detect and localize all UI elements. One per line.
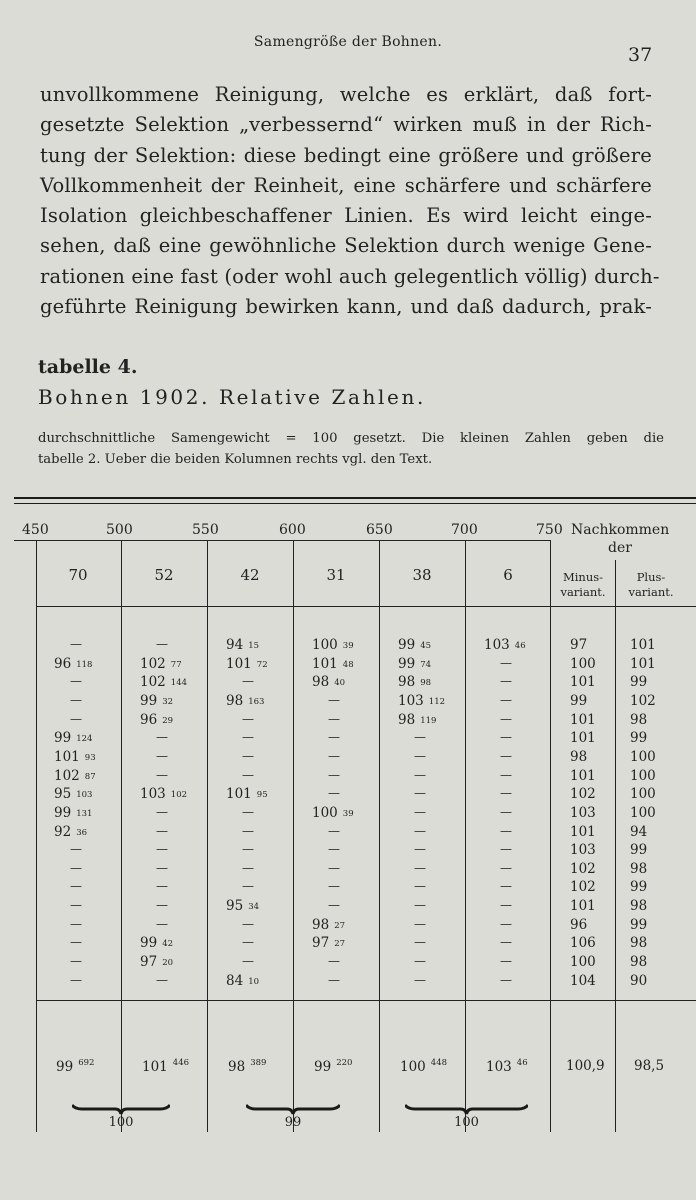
minus-variant-value: 101 — [570, 823, 596, 840]
cell-count: 10 — [248, 976, 260, 987]
plus-variant-value: 99 — [630, 916, 648, 933]
table-cell-dash: — — [70, 860, 82, 875]
table-caption — [38, 428, 664, 470]
table-cell-dash: — — [500, 935, 512, 950]
cell-count: 124 — [76, 734, 93, 745]
scale-number: 700 — [451, 522, 478, 538]
cell-value: 102 — [140, 674, 166, 691]
table-cell — [54, 786, 92, 802]
table-cell-dash: — — [156, 730, 168, 745]
table-cell-dash: — — [156, 898, 168, 913]
table-cell-dash: — — [156, 860, 168, 875]
table-cell-dash: — — [500, 860, 512, 875]
table-title: Bohnen 1902. Relative Zahlen. — [38, 385, 426, 409]
plus-variant-value: 90 — [630, 972, 648, 989]
plus-variant-value: 99 — [630, 879, 648, 896]
table-cell-dash: — — [414, 748, 426, 763]
cell-count: 118 — [76, 659, 93, 670]
table-cell-dash: — — [70, 879, 82, 894]
table-cell-dash: — — [500, 711, 512, 726]
header-bottom-rule — [36, 606, 696, 607]
column-head: 52 — [154, 566, 174, 584]
plus-variant-value: 98 — [630, 954, 648, 971]
cell-value: 102 — [140, 655, 166, 672]
cell-value: 99 — [140, 935, 158, 952]
column-rule — [293, 540, 294, 1132]
cell-value: 97 — [140, 954, 158, 971]
plus-variant-value: 98 — [630, 711, 648, 728]
table-cell-dash: — — [328, 692, 340, 707]
body-line: rationen eine fast (oder wohl auch gelegentlich völlig) durch- — [40, 264, 660, 288]
cell-value: 94 — [226, 637, 244, 653]
table-cell-dash: — — [70, 711, 82, 726]
table-cell — [54, 768, 96, 784]
table-cell — [226, 693, 264, 709]
total-value: 99 — [314, 1059, 332, 1075]
body-line: unvollkommene Reinigung, welche es erklärt, daß fort- — [40, 83, 652, 106]
table-cell-dash: — — [328, 711, 340, 726]
total-cell — [486, 1058, 528, 1075]
column-rule — [207, 540, 208, 1132]
table-cell — [140, 674, 187, 690]
cell-count: 112 — [428, 696, 446, 707]
table-cell-dash: — — [242, 842, 254, 857]
body-line: geführte Reinigung bewirken kann, und daß dadurch, prak- — [40, 295, 652, 319]
total-value: 101 — [142, 1059, 168, 1075]
table-cell-dash: — — [156, 879, 168, 894]
body-line: tung der Selektion: diese bedingt eine größere und größere — [40, 143, 652, 167]
column-head: 6 — [503, 566, 513, 584]
scale-number: 500 — [106, 522, 133, 538]
table-cell — [140, 935, 173, 951]
table-cell-dash: — — [70, 692, 82, 707]
running-header: Samengröße der Bohnen. — [253, 34, 443, 50]
cell-value: 100 — [312, 637, 338, 653]
plus-variant-value: 100 — [630, 804, 656, 821]
total-value: 103 — [486, 1059, 512, 1075]
table-cell — [484, 637, 526, 653]
table-cell-dash: — — [414, 898, 426, 913]
cell-count: 93 — [84, 752, 96, 763]
total-plus-variant: 98,5 — [634, 1058, 665, 1074]
table-cell-dash: — — [500, 972, 512, 987]
table-cell — [54, 824, 87, 840]
cell-value: 98 — [398, 674, 416, 691]
table-cell-dash: — — [156, 823, 168, 838]
cell-value: 98 — [312, 674, 330, 691]
body-line: Isolation gleichbeschaffener Linien. Es wird leicht einge- — [40, 204, 652, 228]
plus-variant-value: 102 — [630, 692, 656, 709]
table-cell — [312, 917, 345, 933]
cell-value: 103 — [398, 692, 424, 709]
cell-value: 101 — [226, 655, 252, 672]
table-cell-dash: — — [500, 804, 512, 819]
total-count: 692 — [78, 1058, 95, 1068]
total-count: 446 — [172, 1058, 190, 1068]
minus-variant-value: 102 — [570, 879, 596, 896]
cell-count: 95 — [256, 790, 268, 801]
table-cell — [140, 786, 187, 802]
table-cell-dash: — — [328, 879, 340, 894]
table-cell-dash: — — [414, 786, 426, 801]
table-cell — [312, 656, 354, 672]
table-cell-dash: — — [70, 674, 82, 689]
table-cell-dash: — — [500, 786, 512, 801]
minus-variant-value: 100 — [570, 954, 596, 971]
minus-variant-value: 101 — [570, 898, 596, 915]
cell-value: 101 — [226, 786, 252, 803]
minus-variant-value: 96 — [570, 916, 588, 933]
cell-count: 15 — [248, 641, 260, 651]
table-cell — [398, 674, 431, 690]
table-cell-dash: — — [328, 898, 340, 913]
plus-variant-value: 99 — [630, 842, 648, 859]
column-rule — [121, 540, 122, 1132]
total-cell — [56, 1058, 94, 1075]
plus-variant-value: 99 — [630, 674, 648, 691]
table-cell-dash: — — [242, 674, 254, 689]
der-label: der — [608, 540, 632, 556]
column-rule — [36, 540, 37, 1132]
table-cell-dash: — — [242, 860, 254, 875]
minus-variant-value: 102 — [570, 786, 596, 803]
cell-count: 131 — [76, 808, 93, 819]
cell-count: 20 — [162, 958, 174, 969]
cell-value: 99 — [140, 692, 158, 709]
table-cell-dash: — — [328, 954, 340, 969]
table-cell-dash: — — [70, 972, 82, 987]
table-cell-dash: — — [500, 842, 512, 857]
cell-count: 103 — [76, 790, 93, 801]
table-cell-dash: — — [242, 916, 254, 931]
table-cell — [226, 786, 268, 802]
total-value: 100 — [400, 1059, 426, 1075]
plus-variant-value: 101 — [630, 655, 656, 672]
table-cell-dash: — — [242, 711, 254, 726]
table-cell-dash: — — [70, 935, 82, 950]
cell-count: 119 — [420, 715, 437, 726]
cell-value: 98 — [398, 711, 416, 728]
total-count: 220 — [336, 1058, 353, 1068]
cell-count: 144 — [170, 678, 188, 689]
table-cell — [54, 656, 92, 672]
brace-label: 100 — [454, 1115, 479, 1130]
table-cell-dash: — — [500, 954, 512, 969]
top-rule-thick — [14, 497, 696, 499]
cell-value: 99 — [398, 655, 416, 672]
brace — [246, 1103, 340, 1115]
total-cell — [400, 1058, 447, 1075]
total-value: 99 — [56, 1059, 74, 1075]
body-line: Vollkommenheit der Reinheit, eine schärfere und schärfere — [40, 173, 652, 197]
cell-value: 99 — [54, 730, 72, 747]
cell-count: 27 — [334, 920, 346, 931]
table-cell — [312, 674, 345, 690]
table-cell-dash: — — [70, 637, 82, 651]
scale-number: 550 — [192, 522, 219, 538]
table-cell-dash: — — [414, 935, 426, 950]
minus-variant-value: 97 — [570, 637, 588, 653]
table-label: tabelle 4. — [38, 356, 138, 378]
table-cell-dash: — — [242, 767, 254, 782]
table-cell-dash: — — [414, 916, 426, 931]
cell-count: 42 — [162, 939, 174, 950]
scale-number: 450 — [22, 522, 49, 538]
body-text — [40, 80, 660, 322]
cell-count: 102 — [170, 790, 188, 801]
table-cell — [226, 656, 268, 672]
cell-value: 103 — [140, 786, 166, 803]
cell-count: 46 — [514, 641, 526, 651]
table-cell — [140, 712, 173, 728]
table-cell-dash: — — [414, 954, 426, 969]
table-cell-dash: — — [500, 692, 512, 707]
cell-value: 97 — [312, 935, 330, 952]
total-minus-variant: 100,9 — [566, 1058, 605, 1074]
cell-value: 100 — [312, 804, 338, 821]
cell-value: 103 — [484, 637, 510, 653]
total-cell — [228, 1058, 266, 1075]
table-cell-dash: — — [328, 972, 340, 987]
table-cell-dash: — — [70, 916, 82, 931]
table-cell-dash: — — [500, 730, 512, 745]
table-cell-dash: — — [242, 748, 254, 763]
column-rule — [615, 560, 616, 1132]
cell-count: 34 — [248, 902, 260, 913]
cell-value: 95 — [54, 786, 72, 803]
table-cell — [140, 693, 173, 709]
cell-count: 163 — [248, 696, 265, 707]
cell-value: 99 — [398, 637, 416, 653]
table-cell-dash: — — [414, 823, 426, 838]
table-cell-dash: — — [242, 823, 254, 838]
scale-number: 650 — [366, 522, 393, 538]
table-cell — [54, 730, 92, 746]
table-cell-dash: — — [414, 972, 426, 987]
table-cell-dash: — — [414, 730, 426, 745]
table-cell-dash: — — [156, 842, 168, 857]
table-cell-dash: — — [500, 655, 512, 670]
table-cell — [226, 973, 259, 989]
column-rule — [379, 540, 380, 1132]
brace-label: 100 — [108, 1115, 134, 1130]
minus-variant-head: Minus- variant. — [560, 570, 606, 599]
minus-variant-value: 101 — [570, 711, 596, 728]
cell-count: 29 — [162, 715, 174, 726]
table-cell — [312, 935, 345, 951]
table-cell-dash: — — [500, 674, 512, 689]
plus-variant-value: 100 — [630, 786, 656, 803]
total-cell — [142, 1058, 189, 1075]
table-cell-dash: — — [328, 767, 340, 782]
table-cell-dash: — — [328, 823, 340, 838]
table-cell-dash: — — [414, 860, 426, 875]
minus-variant-value: 101 — [570, 730, 596, 747]
column-head: 70 — [68, 566, 88, 584]
plus-variant-value: 100 — [630, 767, 656, 784]
total-count: 448 — [430, 1058, 448, 1068]
table-cell-dash: — — [70, 842, 82, 857]
table-cell-dash: — — [500, 916, 512, 931]
plus-variant-value: 100 — [630, 748, 656, 765]
table-cell-dash: — — [500, 879, 512, 894]
table-cell — [312, 637, 354, 653]
column-rule — [465, 540, 466, 1132]
table-cell-dash: — — [328, 842, 340, 857]
table-cell-dash: — — [242, 804, 254, 819]
cell-count: 98 — [420, 678, 432, 689]
plus-variant-value: 98 — [630, 860, 648, 877]
page-number: 37 — [628, 44, 653, 66]
minus-variant-value: 102 — [570, 860, 596, 877]
cell-value: 102 — [54, 767, 80, 784]
minus-variant-value: 100 — [570, 655, 596, 672]
table-cell-dash: — — [500, 898, 512, 913]
table-cell-dash: — — [328, 730, 340, 745]
table-cell — [54, 749, 96, 765]
total-count: 389 — [250, 1058, 267, 1068]
table-cell-dash: — — [414, 767, 426, 782]
cell-value: 101 — [54, 748, 80, 765]
plus-variant-value: 99 — [630, 730, 648, 747]
scale-number: 600 — [279, 522, 306, 538]
scale-number: 750 — [536, 522, 563, 538]
cell-count: 45 — [420, 641, 432, 651]
table-cell — [398, 712, 436, 728]
total-cell — [314, 1058, 352, 1075]
caption-line: durchschnittliche Samengewicht = 100 gesetzt. Die kleinen Zahlen geben die — [38, 431, 664, 446]
minus-variant-value: 101 — [570, 674, 596, 691]
cell-count: 87 — [84, 771, 96, 782]
table-cell-dash: — — [156, 767, 168, 782]
top-rule-thin — [14, 503, 696, 504]
total-count: 46 — [516, 1058, 528, 1068]
table-cell-dash: — — [156, 637, 168, 651]
minus-variant-value: 101 — [570, 767, 596, 784]
nachkommen-label: Nachkommen — [571, 522, 670, 538]
brace — [405, 1103, 528, 1115]
column-head: 31 — [326, 566, 346, 584]
minus-variant-value: 104 — [570, 972, 596, 989]
cell-count: 39 — [342, 808, 354, 819]
table-cell-dash: — — [414, 879, 426, 894]
table-cell-dash: — — [414, 804, 426, 819]
sum-rule — [36, 1000, 696, 1001]
table-cell-dash: — — [242, 954, 254, 969]
cell-value: 84 — [226, 972, 244, 989]
minus-variant-value: 106 — [570, 935, 596, 952]
table-cell-dash: — — [156, 748, 168, 763]
plus-variant-value: 98 — [630, 898, 648, 915]
table-cell — [54, 805, 92, 821]
column-head: 38 — [412, 566, 432, 584]
cell-count: 36 — [76, 827, 88, 838]
caption-line: tabelle 2. Ueber die beiden Kolumnen rechts vgl. den Text. — [38, 452, 433, 467]
table-cell-dash: — — [328, 786, 340, 801]
table-cell-dash: — — [156, 972, 168, 987]
cell-value: 98 — [226, 692, 244, 709]
cell-value: 96 — [140, 711, 158, 728]
plus-variant-value: 101 — [630, 637, 656, 653]
cell-count: 74 — [420, 659, 432, 670]
table-cell-dash: — — [70, 898, 82, 913]
cell-value: 95 — [226, 898, 244, 915]
table-cell — [140, 656, 182, 672]
cell-count: 32 — [162, 696, 174, 707]
brace — [72, 1103, 170, 1115]
table-cell-dash: — — [156, 804, 168, 819]
table-cell — [398, 656, 431, 672]
body-line: gesetzte Selektion „verbessernd“ wirken muß in der Rich- — [40, 113, 652, 137]
minus-variant-value: 98 — [570, 748, 588, 765]
table-cell — [312, 805, 354, 821]
body-line: sehen, daß eine gewöhnliche Selektion durch wenige Gene- — [40, 234, 652, 258]
column-rule — [550, 540, 551, 1132]
table-cell-dash: — — [242, 730, 254, 745]
minus-variant-value: 99 — [570, 692, 588, 709]
cell-value: 92 — [54, 823, 72, 840]
table-cell-dash: — — [156, 916, 168, 931]
minus-variant-value: 103 — [570, 804, 596, 821]
table-cell — [226, 898, 259, 914]
table-cell-dash: — — [328, 748, 340, 763]
table-cell-dash: — — [242, 879, 254, 894]
table-cell — [226, 637, 259, 653]
cell-count: 39 — [342, 641, 354, 651]
table-cell-dash: — — [500, 767, 512, 782]
table-cell — [398, 693, 445, 709]
table-cell-dash: — — [414, 842, 426, 857]
cell-count: 77 — [170, 659, 182, 670]
table-cell-dash: — — [242, 935, 254, 950]
cell-count: 48 — [342, 659, 354, 670]
cell-value: 96 — [54, 655, 72, 672]
brace-label: 99 — [284, 1115, 302, 1130]
plus-variant-value: 98 — [630, 935, 648, 952]
plus-variant-head: Plus- variant. — [628, 570, 674, 599]
column-head: 42 — [240, 566, 260, 584]
cell-value: 101 — [312, 655, 338, 672]
table-cell-dash: — — [328, 860, 340, 875]
table-cell — [140, 954, 173, 970]
minus-variant-value: 103 — [570, 842, 596, 859]
table-cell — [398, 637, 431, 653]
header-top-rule — [14, 540, 550, 541]
cell-count: 72 — [256, 659, 268, 670]
cell-value: 99 — [54, 804, 72, 821]
cell-count: 27 — [334, 939, 346, 950]
table-cell-dash: — — [500, 823, 512, 838]
cell-count: 40 — [334, 678, 346, 689]
total-value: 98 — [228, 1059, 246, 1075]
table-cell-dash: — — [70, 954, 82, 969]
cell-value: 98 — [312, 916, 330, 933]
plus-variant-value: 94 — [630, 823, 648, 840]
table-cell-dash: — — [500, 748, 512, 763]
